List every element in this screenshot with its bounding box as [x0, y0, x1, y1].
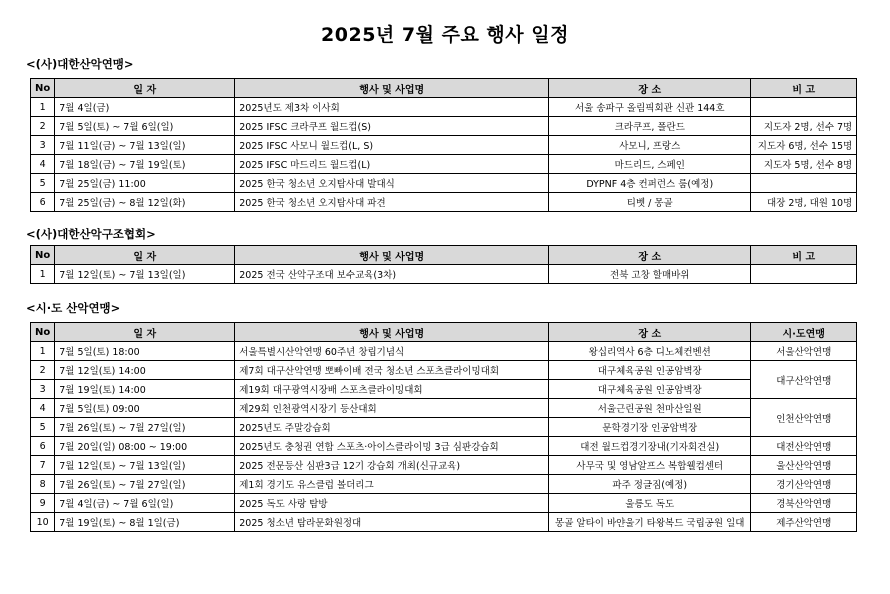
cell-note: 지도자 5명, 선수 8명: [751, 155, 857, 174]
cell-place: 사모니, 프랑스: [549, 136, 751, 155]
cell-place: 울릉도 독도: [549, 494, 751, 513]
cell-place: 티벳 / 몽골: [549, 193, 751, 212]
cell-event: 2025년도 제3차 이사회: [235, 98, 549, 117]
cell-date: 7월 4일(금): [55, 98, 235, 117]
cell-no: 5: [31, 174, 55, 193]
cell-no: 2: [31, 361, 55, 380]
header-note: 비 고: [751, 246, 857, 265]
page-title: 2025년 7월 주요 행사 일정: [321, 24, 569, 46]
cell-note: [751, 98, 857, 117]
cell-date: 7월 26일(토) ~ 7월 27일(일): [55, 418, 235, 437]
cell-date: 7월 5일(토) 09:00: [55, 399, 235, 418]
table-row: [31, 98, 857, 117]
section-title-kmra: <(사)대한산악구조협회>: [26, 227, 156, 241]
cell-event: 2025년도 충청권 연합 스포츠·아이스클라이밍 3급 심판강습회: [235, 437, 549, 456]
cell-date: 7월 12일(토) 14:00: [55, 361, 235, 380]
header-event: 행사 및 사업명: [235, 79, 549, 98]
header-date: 일 자: [55, 246, 235, 265]
cell-date: 7월 25일(금) ~ 8월 12일(화): [55, 193, 235, 212]
cell-no: 8: [31, 475, 55, 494]
cell-place: 파주 정글짐(예정): [549, 475, 751, 494]
header-no: No: [31, 79, 55, 98]
cell-event: 2025 전국 산악구조대 보수교육(3차): [235, 265, 549, 284]
table-row: [31, 155, 857, 174]
table-row: [31, 174, 857, 193]
table-header-row: [31, 323, 857, 342]
cell-federation: 제주산악연맹: [751, 513, 857, 532]
cell-place: 마드리드, 스페인: [549, 155, 751, 174]
table-row: [31, 380, 857, 399]
schedule-table-kaf: [30, 78, 857, 212]
table-row: [31, 342, 857, 361]
cell-no: 6: [31, 437, 55, 456]
header-place: 장 소: [549, 79, 751, 98]
table-row: [31, 475, 857, 494]
cell-place: 문학경기장 인공암벽장: [549, 418, 751, 437]
cell-no: 1: [31, 265, 55, 284]
table-row: [31, 136, 857, 155]
table-row: [31, 193, 857, 212]
header-note: 비 고: [751, 79, 857, 98]
table-row: [31, 513, 857, 532]
cell-event: 제19회 대구광역시장배 스포츠클라이밍대회: [235, 380, 549, 399]
cell-no: 9: [31, 494, 55, 513]
table-row: [31, 399, 857, 418]
cell-event: 2025 전문등산 심판3급 12기 강습회 개최(신규교육): [235, 456, 549, 475]
table-header-row: [31, 79, 857, 98]
cell-no: 6: [31, 193, 55, 212]
cell-date: 7월 20일(일) 08:00 ~ 19:00: [55, 437, 235, 456]
cell-no: 2: [31, 117, 55, 136]
cell-event: 2025 IFSC 사모니 월드컵(L, S): [235, 136, 549, 155]
cell-no: 4: [31, 399, 55, 418]
cell-place: 크라쿠프, 폴란드: [549, 117, 751, 136]
cell-place: 대구체육공원 인공암벽장: [549, 361, 751, 380]
header-place: 장 소: [549, 323, 751, 342]
cell-note: [751, 265, 857, 284]
cell-event: 2025 독도 사랑 탐방: [235, 494, 549, 513]
header-no: No: [31, 323, 55, 342]
cell-date: 7월 11일(금) ~ 7월 13일(일): [55, 136, 235, 155]
table-row: [31, 117, 857, 136]
table-row: [31, 456, 857, 475]
cell-date: 7월 4일(금) ~ 7월 6일(일): [55, 494, 235, 513]
cell-no: 3: [31, 136, 55, 155]
cell-no: 5: [31, 418, 55, 437]
table-header-row: [31, 246, 857, 265]
cell-event: 2025 IFSC 크라쿠프 월드컵(S): [235, 117, 549, 136]
section-title-provincial: <시·도 산악연맹>: [26, 301, 121, 315]
header-event: 행사 및 사업명: [235, 246, 549, 265]
cell-date: 7월 26일(토) ~ 7월 27일(일): [55, 475, 235, 494]
schedule-table-provincial: [30, 322, 857, 532]
cell-event: 제29회 인천광역시장기 등산대회: [235, 399, 549, 418]
cell-date: 7월 12일(토) ~ 7월 13일(일): [55, 265, 235, 284]
cell-no: 3: [31, 380, 55, 399]
header-place: 장 소: [549, 246, 751, 265]
header-federation: 시·도연맹: [751, 323, 857, 342]
cell-date: 7월 19일(토) 14:00: [55, 380, 235, 399]
cell-note: 대장 2명, 대원 10명: [751, 193, 857, 212]
cell-date: 7월 25일(금) 11:00: [55, 174, 235, 193]
cell-event: 2025년도 주말강습회: [235, 418, 549, 437]
header-event: 행사 및 사업명: [235, 323, 549, 342]
cell-federation: 대구산악연맹: [751, 361, 857, 399]
cell-event: 2025 한국 청소년 오지탐사대 파견: [235, 193, 549, 212]
cell-note: 지도자 6명, 선수 15명: [751, 136, 857, 155]
cell-place: 서울근린공원 천마산일원: [549, 399, 751, 418]
cell-federation: 울산산악연맹: [751, 456, 857, 475]
cell-federation: 경기산악연맹: [751, 475, 857, 494]
cell-event: 제1회 경기도 유스클럽 볼더리그: [235, 475, 549, 494]
cell-no: 1: [31, 342, 55, 361]
cell-place: 전북 고창 할매바위: [549, 265, 751, 284]
cell-no: 7: [31, 456, 55, 475]
cell-event: 2025 한국 청소년 오지탐사대 발대식: [235, 174, 549, 193]
cell-date: 7월 12일(토) ~ 7월 13일(일): [55, 456, 235, 475]
cell-place: 대구체육공원 인공암벽장: [549, 380, 751, 399]
cell-no: 10: [31, 513, 55, 532]
header-date: 일 자: [55, 323, 235, 342]
cell-date: 7월 19일(토) ~ 8월 1일(금): [55, 513, 235, 532]
cell-date: 7월 5일(토) 18:00: [55, 342, 235, 361]
table-row: [31, 265, 857, 284]
header-no: No: [31, 246, 55, 265]
cell-note: [751, 174, 857, 193]
table-row: [31, 437, 857, 456]
cell-date: 7월 18일(금) ~ 7월 19일(토): [55, 155, 235, 174]
cell-event: 2025 IFSC 마드리드 월드컵(L): [235, 155, 549, 174]
cell-event: 2025 청소년 탐라문화원정대: [235, 513, 549, 532]
cell-place: 서울 송파구 올림픽회관 신관 144호: [549, 98, 751, 117]
cell-federation: 서울산악연맹: [751, 342, 857, 361]
header-date: 일 자: [55, 79, 235, 98]
cell-event: 제7회 대구산악연맹 뽀빠이배 전국 청소년 스포츠클라이밍대회: [235, 361, 549, 380]
cell-no: 4: [31, 155, 55, 174]
table-row: [31, 494, 857, 513]
cell-date: 7월 5일(토) ~ 7월 6일(일): [55, 117, 235, 136]
table-row: [31, 361, 857, 380]
cell-place: 왕십리역사 6층 디노체컨벤션: [549, 342, 751, 361]
cell-no: 1: [31, 98, 55, 117]
cell-event: 서울특별시산악연맹 60주년 창립기념식: [235, 342, 549, 361]
schedule-table-kmra: [30, 245, 857, 284]
cell-place: 사무국 및 영남알프스 복합웰컴센터: [549, 456, 751, 475]
cell-place: 대전 월드컵경기장내(기자회견실): [549, 437, 751, 456]
cell-place: 몽골 알타이 바얀울기 타왕복드 국립공원 일대: [549, 513, 751, 532]
table-row: [31, 418, 857, 437]
cell-place: DYPNF 4층 컨퍼런스 룸(예정): [549, 174, 751, 193]
cell-federation: 경북산악연맹: [751, 494, 857, 513]
cell-federation: 대전산악연맹: [751, 437, 857, 456]
cell-note: 지도자 2명, 선수 7명: [751, 117, 857, 136]
cell-federation: 인천산악연맹: [751, 399, 857, 437]
section-title-kaf: <(사)대한산악연맹>: [26, 57, 134, 71]
